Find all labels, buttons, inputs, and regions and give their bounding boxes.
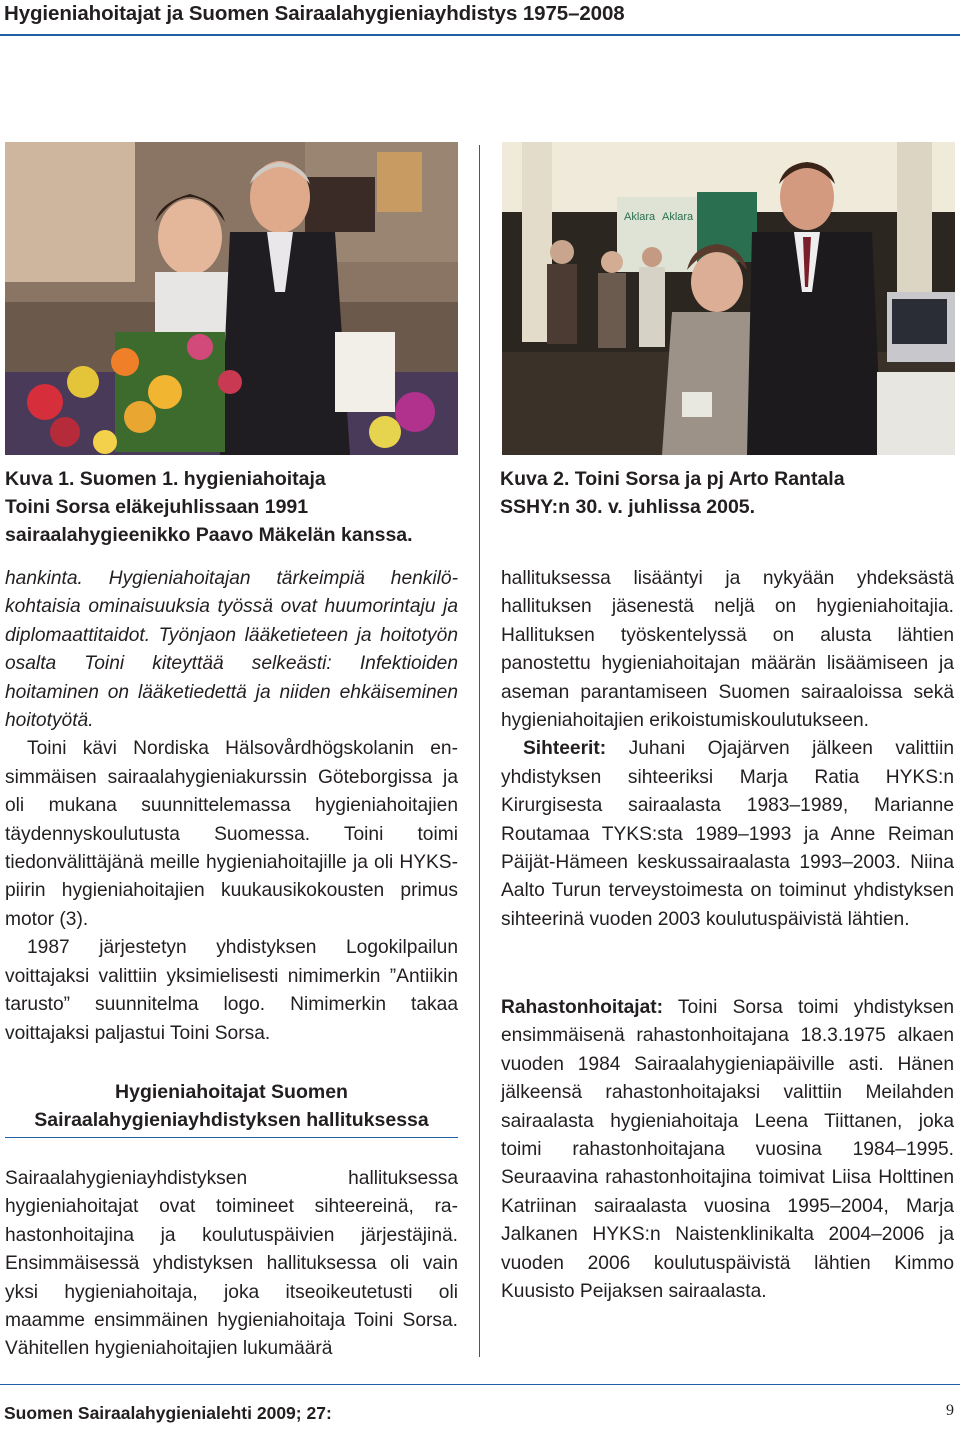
left-paragraph-1: hankinta. Hygieniahoitajan tärkeimpiä henkilökohtaisia ominaisuuksia työssä ovat huumorintaju ja diplomaattitaidot. Työnjaon lääketieteen ja hoitotyön osalta Toini kiteyttää selkeästi: Infektioiden hoitaminen on lääketiedettä ja niiden ehkäiseminen hoitotyötä. [5, 568, 458, 732]
right-paragraph-2 [501, 735, 954, 934]
secretaries-label: Sihteerit: [523, 738, 607, 760]
photo-sign-1: Aklara [624, 211, 656, 223]
running-header-title: Hygieniahoitajat ja Suomen Sairaalahygieniayhdistys 1975–2008 [4, 2, 625, 25]
column-divider [479, 145, 480, 1357]
left-paragraph-3: 1987 järjestetyn yhdistyksen Logokilpailun voittajaksi valittiin yksimielisesti nimimerkin ”Antiikin tarusto” suunnitelma logo. Nimimerkin takaa voittajaksi paljastui Toini Sorsa. [5, 937, 458, 1044]
right-column-lower [501, 994, 954, 1306]
right-paragraph-3 [501, 994, 954, 1306]
right-column [501, 565, 954, 934]
left-paragraph-4: Sairaalahygieniayhdistyksen hallituksessa hygieniahoitajat ovat toimineet sihteereinä, rahastonhoitajina ja koulutuspäivien järjestäjinä. Ensimmäisessä yhdistyksen hallituksessa oli vain yksi hygieniahoitaja, joka itseoikeutetusti oli maamme ensimmäinen hygieniahoitaja Toini Sorsa. Vähitellen hygieniahoitajien lukumäärä [5, 1168, 458, 1360]
right-paragraph-1: hallituksessa lisääntyi ja nykyään yhdeksästä hallituksen jäsenestä neljä on hygieniahoitajia. Hallituksen työskentelyssä on alusta lähtien panostettu hygieniahoitajan määrän lisäämiseen ja aseman parantamiseen Suomen sairaaloissa sekä hygieniahoitajien erikoistumiskoulutukseen. [501, 568, 954, 732]
figure-2-caption-line: SSHY:n 30. v. juhlissa 2005. [500, 496, 756, 518]
treasurers-text: Toini Sorsa toimi yhdistyksen ensimmäisenä rahastonhoitajana 18.3.1975 alkaen vuoden 1984 Sairaalahygieniapäiville asti. Hänen jälkeensä rahastonhoitajaksi valittiin Meilahden sairaalasta hygieniahoitaja Leena Tiittanen, joka toimi rahastonhoitajana vuosina 1984–1995. Seuraavina rahastonhoitajina toimivat Liisa Holttinen Katriinan sairaalasta vuosina 1995–2004, Marja Jalkanen HYKS:n Naistenklinikalta 2004–2006 ja vuoden 2006 koulutuspäivistä lähtien Kimmo Kuusisto Peijaksen sairaalasta. [501, 997, 954, 1303]
left-column [5, 565, 458, 1048]
figure-1-caption [5, 465, 460, 549]
photo-sign-2: Aklara [662, 211, 694, 223]
section-heading-line: Sairaalahygieniayhdistyksen hallituksessa [34, 1109, 429, 1131]
figure-2-caption [500, 465, 955, 521]
footer-page-number: 9 [946, 1402, 954, 1419]
figure-1-caption-line: sairaalahygieenikko Paavo Mäkelän kanssa. [5, 524, 413, 546]
figure-1-caption-line: Kuva 1. Suomen 1. hygieniahoitaja [5, 468, 326, 490]
photo-anniversary-party [502, 142, 955, 455]
left-paragraph-2: Toini kävi Nordiska Hälsovårdhögskolanin ensimmäisen sairaalahygieniakurssin Göteborgissa ja oli mukana suunnittelemassa hygieniahoitajien täydennyskoulutusta Suomessa. Toini toimi tiedonvälittäjänä meille hygieniahoitajille ja oli HYKS-piirin hygieniahoitajien kuukausikokousten primus motor (3). [5, 738, 458, 930]
figure-2-caption-line: Kuva 2. Toini Sorsa ja pj Arto Rantala [500, 468, 845, 490]
section-heading [5, 1078, 458, 1134]
footer-journal: Suomen Sairaalahygienialehti 2009; 27: [4, 1403, 332, 1423]
header-rule [0, 34, 960, 36]
footer-rule [0, 1384, 960, 1385]
section-heading-line: Hygieniahoitajat Suomen [115, 1081, 348, 1103]
secretaries-text: Juhani Ojajärven jälkeen valittiin yhdistyksen sihteeriksi Marja Ratia HYKS:n Kirurgisesta sairaalasta 1983–1989, Marianne Routamaa TYKS:sta 1989–1993 ja Anne Reiman Päijät-Hämeen keskussairaalasta 1993–2003. Niina Aalto Turun terveystoimesta on toiminut yhdistyksen sihteerinä vuoden 2003 koulutuspäivistä lähtien. [501, 738, 954, 930]
section-heading-rule [5, 1137, 458, 1138]
photo-retirement-party [5, 142, 458, 455]
left-column-lower [5, 1165, 458, 1364]
figure-1-caption-line: Toini Sorsa eläkejuhlissaan 1991 [5, 496, 309, 518]
treasurers-label: Rahastonhoitajat: [501, 997, 664, 1018]
